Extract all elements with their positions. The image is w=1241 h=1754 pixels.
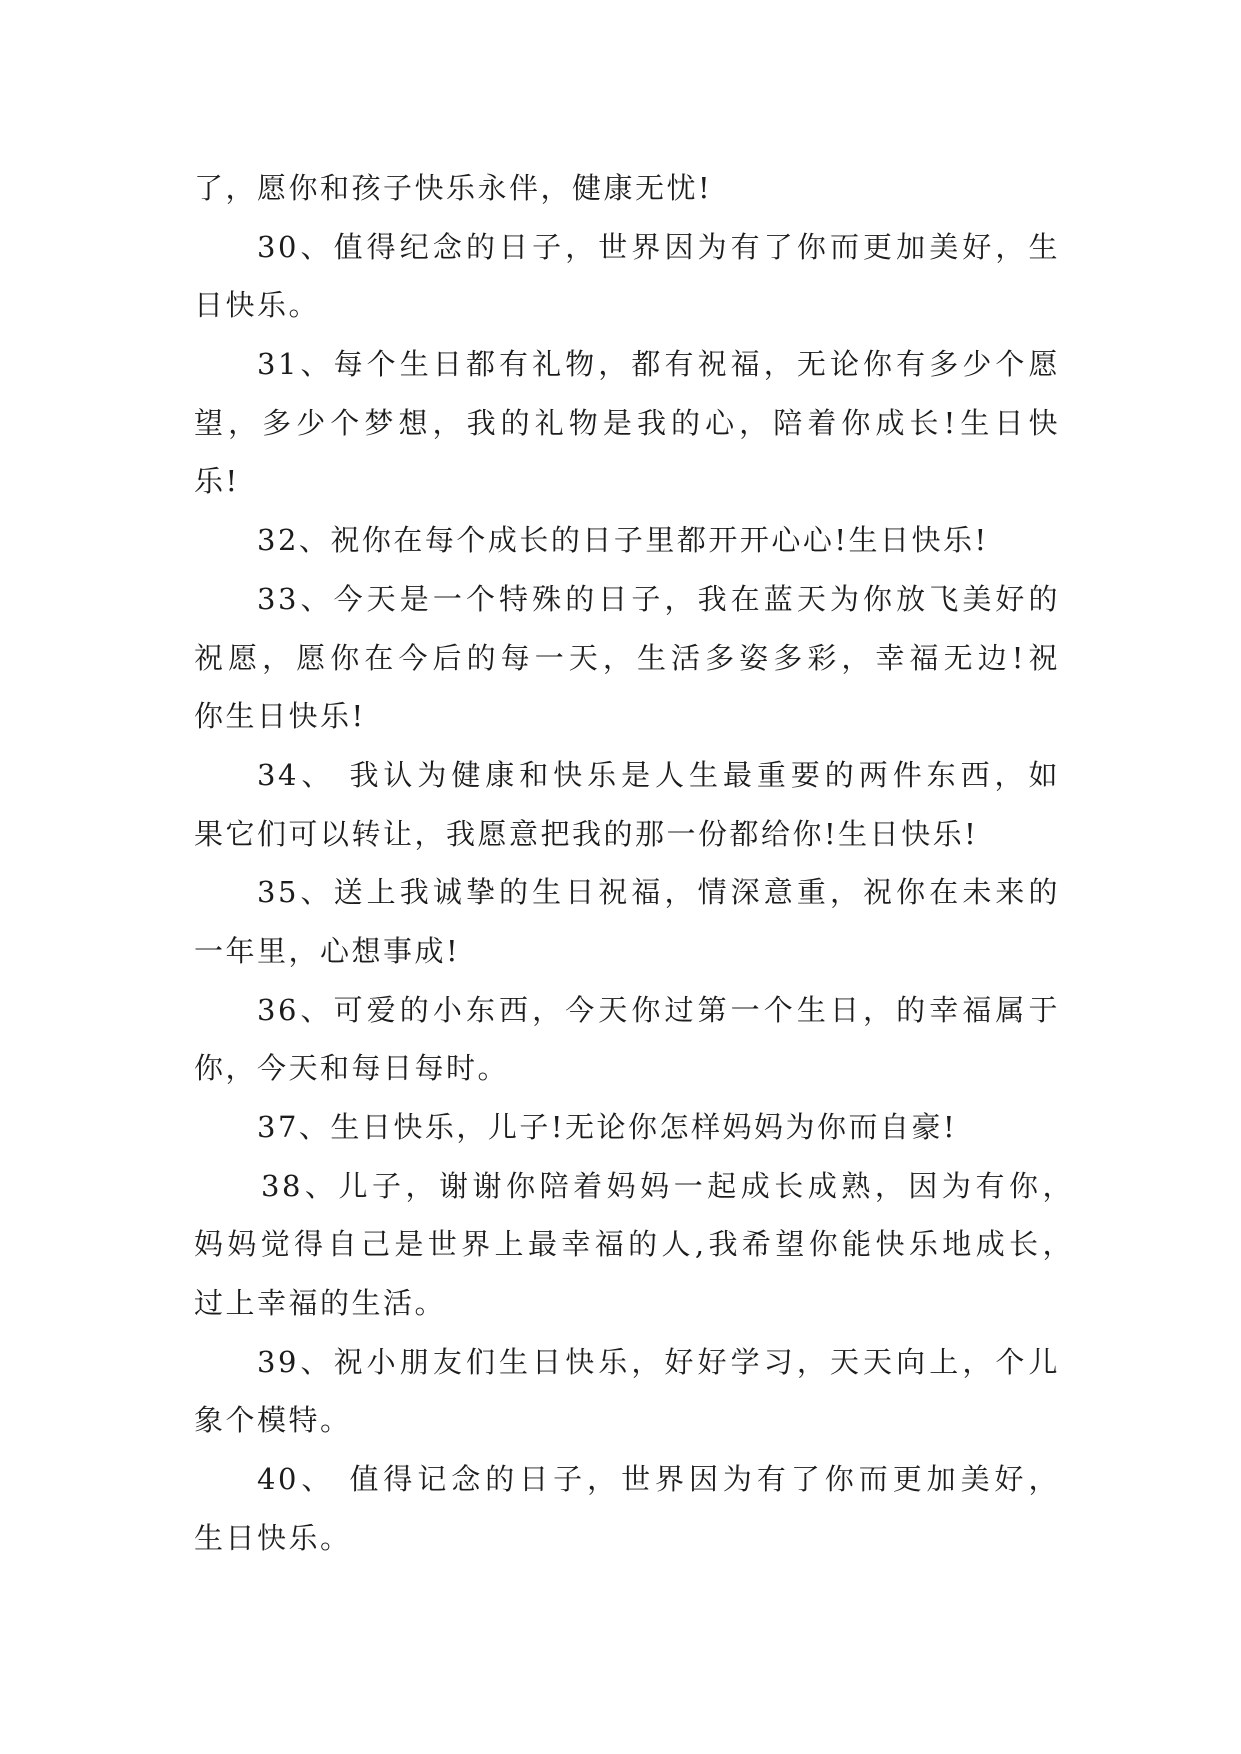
wish-paragraph-35 (194, 863, 1060, 980)
text-line: 生日快乐。 (194, 1520, 352, 1555)
wish-paragraph-31 (194, 335, 1060, 511)
text-line: 你生日快乐! (194, 699, 366, 734)
wish-paragraph-33 (194, 570, 1060, 746)
text-line: 32、祝你在每个成长的日子里都开开心心!生日快乐! (257, 523, 989, 558)
text-line: 40、 值得记念的日子，世界因为有了你而更加美好， (257, 1462, 1060, 1497)
wish-paragraph-34 (194, 746, 1060, 863)
text-line: 你，今天和每日每时。 (194, 1051, 510, 1086)
text-line: 日快乐。 (194, 288, 321, 323)
wish-paragraph-38 (194, 1157, 1074, 1333)
text-line: 乐! (194, 464, 240, 499)
text-line: 了，愿你和孩子快乐永伴，健康无忧! (194, 171, 713, 205)
text-line: 36、可爱的小东西，今天你过第一个生日，的幸福属于 (257, 992, 1060, 1027)
text-line: 过上幸福的生活。 (194, 1286, 447, 1321)
text-line: 34、 我认为健康和快乐是人生最重要的两件东西，如 (257, 757, 1060, 792)
wish-paragraph-32 (194, 511, 1060, 570)
wish-paragraph-36 (194, 981, 1060, 1098)
text-line: 35、送上我诚挚的生日祝福，情深意重，祝你在未来的 (257, 875, 1060, 910)
text-line: 果它们可以转让，我愿意把我的那一份都给你!生日快乐! (194, 816, 979, 851)
wish-paragraph-40 (194, 1450, 1060, 1567)
text-line: 37、生日快乐，儿子!无论你怎样妈妈为你而自豪! (257, 1110, 958, 1144)
text-line: 祝愿，愿你在今后的每一天，生活多姿多彩，幸福无边!祝 (194, 640, 1060, 675)
document-body (194, 159, 1074, 1568)
text-line: 象个模特。 (194, 1403, 352, 1438)
text-line: 妈妈觉得自己是世界上最幸福的人,我希望你能快乐地成长， (194, 1227, 1074, 1262)
paragraph-continuation (194, 159, 1060, 218)
text-line: 39、祝小朋友们生日快乐，好好学习，天天向上，个儿 (257, 1344, 1060, 1379)
text-line: 38、儿子，谢谢你陪着妈妈一起成长成熟，因为有你， (261, 1168, 1074, 1203)
text-line: 31、每个生日都有礼物，都有祝福，无论你有多少个愿 (257, 347, 1060, 382)
wish-paragraph-30 (194, 218, 1060, 335)
text-line: 望，多少个梦想，我的礼物是我的心，陪着你成长!生日快 (194, 405, 1060, 440)
text-line: 30、值得纪念的日子，世界因为有了你而更加美好，生 (257, 229, 1060, 264)
text-line: 一年里，心想事成! (194, 933, 461, 968)
wish-paragraph-39 (194, 1333, 1060, 1450)
wish-paragraph-37 (194, 1098, 1060, 1157)
text-line: 33、今天是一个特殊的日子，我在蓝天为你放飞美好的 (257, 581, 1060, 616)
